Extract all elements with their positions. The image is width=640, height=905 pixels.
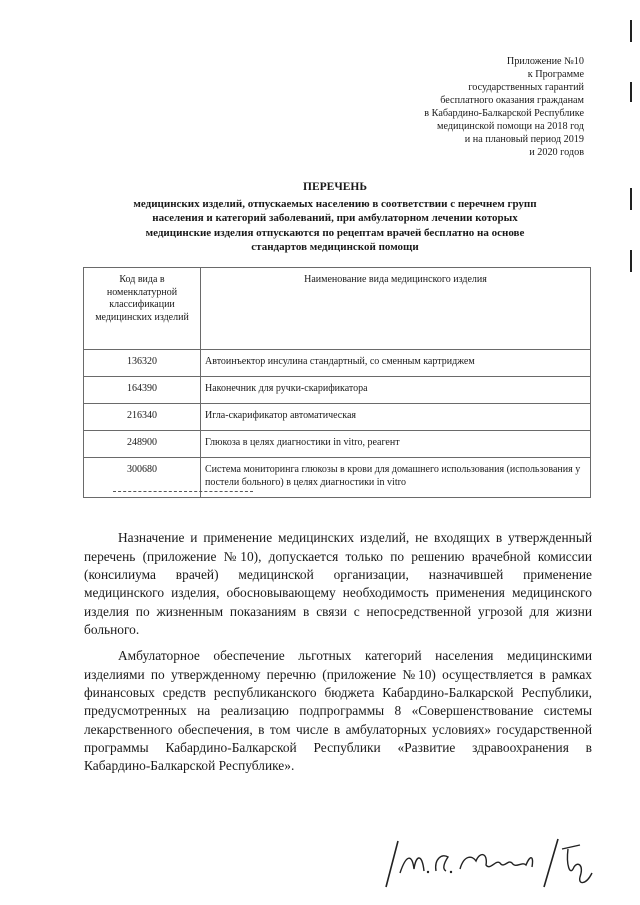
table-header-row (84, 268, 591, 350)
annex-line: государственных гарантий (468, 82, 584, 93)
table-row (84, 350, 591, 377)
annex-line: Приложение №10 (506, 56, 584, 67)
row-code: 216340 (84, 404, 201, 431)
table-row (84, 377, 591, 404)
title-main: ПЕРЕЧЕНЬ (303, 181, 367, 193)
title-line: медицинские изделия отпускаются по рецептам врачей бесплатно на основе (145, 226, 525, 239)
row-name: Наконечник для ручки-скарификатора (201, 377, 591, 404)
row-name: Автоинъектор инсулина стандартный, со сменным картриджем (201, 350, 591, 377)
annex-line: к Программе (527, 69, 584, 80)
title-line: стандартов медицинской помощи (251, 241, 419, 253)
annex-header (324, 55, 584, 159)
annex-line: и 2020 годов (529, 147, 584, 158)
row-name: Игла-скарификатор автоматическая (201, 404, 591, 431)
annex-line: и на плановый период 2019 (464, 134, 584, 145)
devices-table (83, 267, 591, 498)
row-code: 300680 (84, 458, 201, 498)
annex-line: в Кабардино-Балкарской Республике (424, 108, 584, 119)
paragraph-appointment: Назначение и применение медицинских изделий, не входящих в утвержденный перечень (приложение №10), допускается только по решению врачебной комиссии (консилиума врачей) медицинской организации, назначившей применение медицинского изделия, обосновывающему необходимость применения медицинского изделия по жизненным показаниям в связи с непосредственной угрозой для жизни больного. (84, 530, 592, 637)
row-code: 248900 (84, 431, 201, 458)
title-line: медицинских изделий, отпускаемых населению в соответствии с перечнем групп (133, 197, 537, 210)
table-row (84, 431, 591, 458)
title-line: населения и категорий заболеваний, при амбулаторном лечении которых (152, 212, 518, 224)
header-code: Код вида в номенклатурной классификации медицинских изделий (84, 268, 201, 350)
paragraph-provision: Амбулаторное обеспечение льготных категорий населения медицинскими изделиями по утвержденному перечню (приложение №10) осуществляется в рамках финансовых средств республиканского бюджета Кабардино-Балкарской Республики, предусмотренных на реализацию подпрограммы 8 «Совершенствование системы лекарственного обеспечения, в том числе в амбулаторных условиях» государственной программы Кабардино-Балкарской Республики «Развитие здравоохранения в Кабардино-Балкарской Республике». (84, 648, 592, 774)
row-code: 164390 (84, 377, 201, 404)
table-row (84, 404, 591, 431)
handwritten-signature (372, 825, 602, 895)
annex-line: медицинской помощи на 2018 год (437, 121, 584, 132)
annex-line: бесплатного оказания гражданам (440, 95, 584, 106)
row-name: Система мониторинга глюкозы в крови для домашнего использования (использования у постели больного) в целях диагностики in vitro (201, 458, 591, 498)
dashed-separator (113, 491, 253, 492)
row-code: 136320 (84, 350, 201, 377)
header-name: Наименование вида медицинского изделия (201, 268, 591, 350)
row-name: Глюкоза в целях диагностики in vitro, реагент (201, 431, 591, 458)
document-title (70, 180, 600, 255)
